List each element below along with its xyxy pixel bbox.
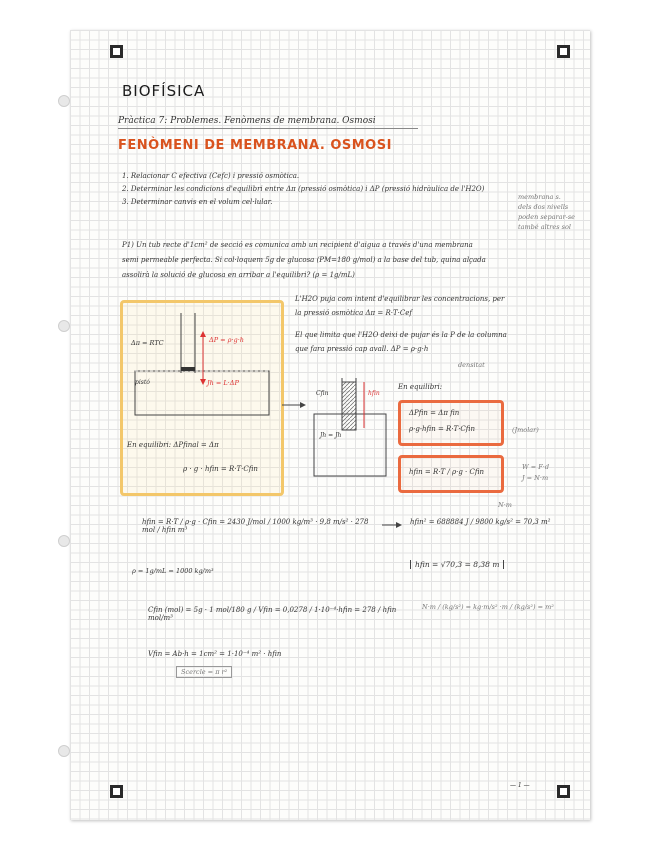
objective-item: 1. Relacionar C efectiva (Cefc) i pressió osmòtica. [122, 172, 300, 180]
binder-hole [58, 95, 70, 107]
page-number: — 1 — [510, 782, 530, 789]
binder-hole [58, 745, 70, 757]
corner-mark-icon [110, 45, 123, 58]
eq-box2-formula: hfin = R·T / ρ·g · Cfin [409, 468, 485, 476]
calc-hfin-squared: hfin² = 688884 J / 9800 kg/s² = 70,3 m² [410, 518, 551, 526]
right-arrow-icon [382, 520, 404, 530]
corner-mark-icon [557, 785, 570, 798]
side-note [518, 192, 588, 232]
density-note: densitat [458, 361, 485, 369]
side-note-line: poden separar-se [518, 213, 576, 221]
eq-box1-line: ΔPfin = Δπ fin [409, 409, 460, 417]
equilibrium-box-2 [398, 455, 504, 493]
practice-subtitle: Pràctica 7: Problemes. Fenòmens de membrana. Osmosi [118, 116, 376, 126]
equilibrium-box-1 [398, 400, 504, 446]
subtitle-underline [118, 128, 418, 129]
work-note: W = F·d [522, 463, 549, 471]
osmosis-diagram-icon [123, 303, 281, 423]
problem-line: P1) Un tub recte d'1cm² de secció es comunica amb un recipient d'aigua a través d'una membrana [122, 241, 473, 249]
circle-area-formula: Scercle = π r² [176, 666, 232, 678]
side-note-line: dels dos nivells [518, 203, 569, 211]
objective-item: 2. Determinar les condicions d'equilibri entre Δπ (pressió osmòtica) i ΔP (pressió hidràulica de l'H2O) [122, 185, 485, 193]
delta-p-label: ΔP = ρ·g·h [209, 336, 244, 344]
explanation-line: que fara pressió cap avall. ΔP = ρ·g·h [295, 345, 429, 353]
section-heading: FENÒMENI DE MEMBRANA. OSMOSI [118, 138, 392, 153]
delta-pi-label: Δπ = RTC [131, 339, 164, 347]
explanation-text [295, 292, 585, 356]
objective-item: 3. Determinar canvis en el volum cel·lular. [122, 198, 273, 206]
flux-label: Jh = L·ΔP [207, 379, 239, 387]
equilibrium-eq1: En equilibri: ΔPfinal = Δπ [127, 441, 219, 449]
joule-note: (Jmolar) [512, 426, 539, 434]
explanation-line: la pressió osmòtica Δπ = R·T·Cef [295, 309, 412, 317]
side-note-line: membrana s. [518, 193, 561, 201]
osmosis-diagram-box [120, 300, 284, 496]
problem-line: semi permeable perfecta. Si col·loquem 5g de glucosa (PM=180 g/mol) a la base del tub, quina alçada [122, 256, 486, 264]
calc-volume: Vfin = Ab·h = 1cm² = 1·10⁻⁴ m² · hfin [148, 650, 282, 658]
objectives-list [122, 170, 542, 209]
corner-mark-icon [557, 45, 570, 58]
equilibrium-label: En equilibri: [398, 383, 443, 391]
problem-statement [122, 238, 582, 283]
jh-label: Jh = Jh [320, 432, 342, 439]
cfin-label: Cfin [316, 390, 329, 397]
density-value: ρ = 1g/mL = 1000 kg/m³ [132, 567, 214, 575]
problem-line: assolirà la solució de glucosa en arribar a l'equilibri? (ρ = 1g/mL) [122, 271, 355, 279]
explanation-line: L'H2O puja com intent d'equilibrar les concentracions, per [295, 295, 505, 303]
side-note-line: també altres sol [518, 223, 571, 231]
hfin-label: hfin [368, 390, 380, 397]
corner-mark-icon [110, 785, 123, 798]
binder-hole [58, 320, 70, 332]
calc-hfin: hfin = R·T / ρ·g · Cfin = 2430 J/mol / 1000 kg/m³ · 9,8 m/s² · 278 mol / hfin m³ [142, 518, 369, 534]
page-title: BIOFÍSICA [122, 82, 206, 100]
binder-hole [58, 535, 70, 547]
right-arrow-icon [282, 400, 308, 410]
units-check: N·m / (kg/s²) = kg·m/s² ·m / (kg/s²) = m² [422, 603, 554, 611]
piston-label: pistó [135, 379, 150, 386]
nm-note: N·m [498, 501, 512, 509]
notebook-page [70, 30, 590, 820]
eq-box1-line: ρ·g·hfin = R·T·Cfin [409, 425, 475, 433]
work-note: J = N·m [522, 474, 549, 482]
explanation-line: El que limita que l'H2O deixi de pujar és la P de la columna [295, 331, 507, 339]
final-result: hfin = √70,3 = 8,38 m [410, 560, 504, 569]
equilibrium-eq2: ρ · g · hfin = R·T·Cfin [183, 465, 258, 473]
equilibrium-diagram-icon [310, 370, 390, 480]
calc-concentration: Cfin (mol) = 5g · 1 mol/180 g / Vfin = 0,0278 / 1·10⁻⁴·hfin = 278 / hfin mol/m³ [148, 606, 397, 622]
